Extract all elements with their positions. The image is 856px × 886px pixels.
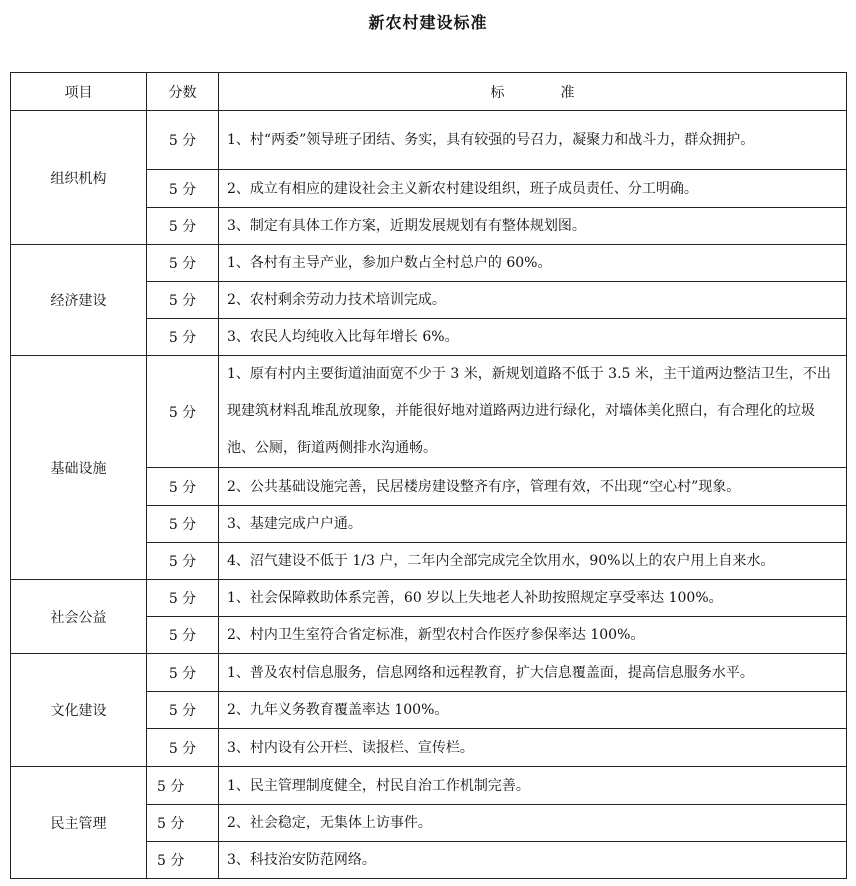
score-cell: 5 分 [147, 842, 219, 879]
table-row [11, 111, 847, 170]
table-row [11, 245, 847, 282]
standard-cell: 4、沼气建设不低于 1/3 户，二年内全部完成完全饮用水，90%以上的农户用上自来水。 [219, 543, 847, 580]
header-item: 项目 [11, 73, 147, 111]
standard-cell: 2、村内卫生室符合省定标准，新型农村合作医疗参保率达 100%。 [219, 617, 847, 654]
score-cell: 5 分 [147, 580, 219, 617]
category-cell: 社会公益 [11, 580, 147, 654]
standard-cell: 1、社会保障救助体系完善，60 岁以上失地老人补助按照规定享受率达 100%。 [219, 580, 847, 617]
score-cell: 5 分 [147, 319, 219, 356]
category-cell: 经济建设 [11, 245, 147, 356]
score-cell: 5 分 [147, 111, 219, 170]
table-row [11, 767, 847, 805]
standard-cell: 3、村内设有公开栏、读报栏、宣传栏。 [219, 729, 847, 767]
standard-cell: 2、成立有相应的建设社会主义新农村建设组织，班子成员责任、分工明确。 [219, 170, 847, 208]
category-cell: 民主管理 [11, 767, 147, 879]
standard-cell: 2、公共基础设施完善，民居楼房建设整齐有序，管理有效，不出现“空心村”现象。 [219, 468, 847, 506]
standard-cell: 2、社会稳定，无集体上访事件。 [219, 805, 847, 842]
score-cell: 5 分 [147, 805, 219, 842]
score-cell: 5 分 [147, 729, 219, 767]
score-cell: 5 分 [147, 468, 219, 506]
category-cell: 基础设施 [11, 356, 147, 580]
standard-cell: 3、农民人均纯收入比每年增长 6%。 [219, 319, 847, 356]
score-cell: 5 分 [147, 170, 219, 208]
standard-cell: 1、原有村内主要街道油面宽不少于 3 米，新规划道路不低于 3.5 米，主干道两边整洁卫生，不出现建筑材料乱堆乱放现象，并能很好地对道路两边进行绿化，对墙体美化照白，有合理化的垃圾池、公厕，街道两侧排水沟通畅。 [219, 356, 847, 468]
category-cell: 组织机构 [11, 111, 147, 245]
header-standard: 标 准 [219, 73, 847, 111]
score-cell: 5 分 [147, 543, 219, 580]
score-cell: 5 分 [147, 208, 219, 245]
score-cell: 5 分 [147, 767, 219, 805]
header-score: 分数 [147, 73, 219, 111]
score-cell: 5 分 [147, 356, 219, 468]
standard-cell: 1、民主管理制度健全，村民自治工作机制完善。 [219, 767, 847, 805]
table-header-row [11, 73, 847, 111]
score-cell: 5 分 [147, 654, 219, 692]
document-title: 新农村建设标准 [368, 13, 488, 32]
standard-cell: 1、普及农村信息服务，信息网络和远程教育，扩大信息覆盖面，提高信息服务水平。 [219, 654, 847, 692]
standard-cell: 2、九年义务教育覆盖率达 100%。 [219, 692, 847, 729]
standard-cell: 3、制定有具体工作方案，近期发展规划有有整体规划图。 [219, 208, 847, 245]
standard-cell: 1、各村有主导产业，参加户数占全村总户的 60%。 [219, 245, 847, 282]
standard-cell: 3、科技治安防范网络。 [219, 842, 847, 879]
table-row [11, 356, 847, 468]
score-cell: 5 分 [147, 245, 219, 282]
category-cell: 文化建设 [11, 654, 147, 767]
table-row [11, 580, 847, 617]
score-cell: 5 分 [147, 617, 219, 654]
standard-cell: 1、村“两委”领导班子团结、务实，具有较强的号召力，凝聚力和战斗力，群众拥护。 [219, 111, 847, 170]
standard-cell: 3、基建完成户户通。 [219, 506, 847, 543]
table-row [11, 654, 847, 692]
score-cell: 5 分 [147, 282, 219, 319]
standards-table [10, 72, 847, 879]
standard-cell: 2、农村剩余劳动力技术培训完成。 [219, 282, 847, 319]
score-cell: 5 分 [147, 692, 219, 729]
score-cell: 5 分 [147, 506, 219, 543]
